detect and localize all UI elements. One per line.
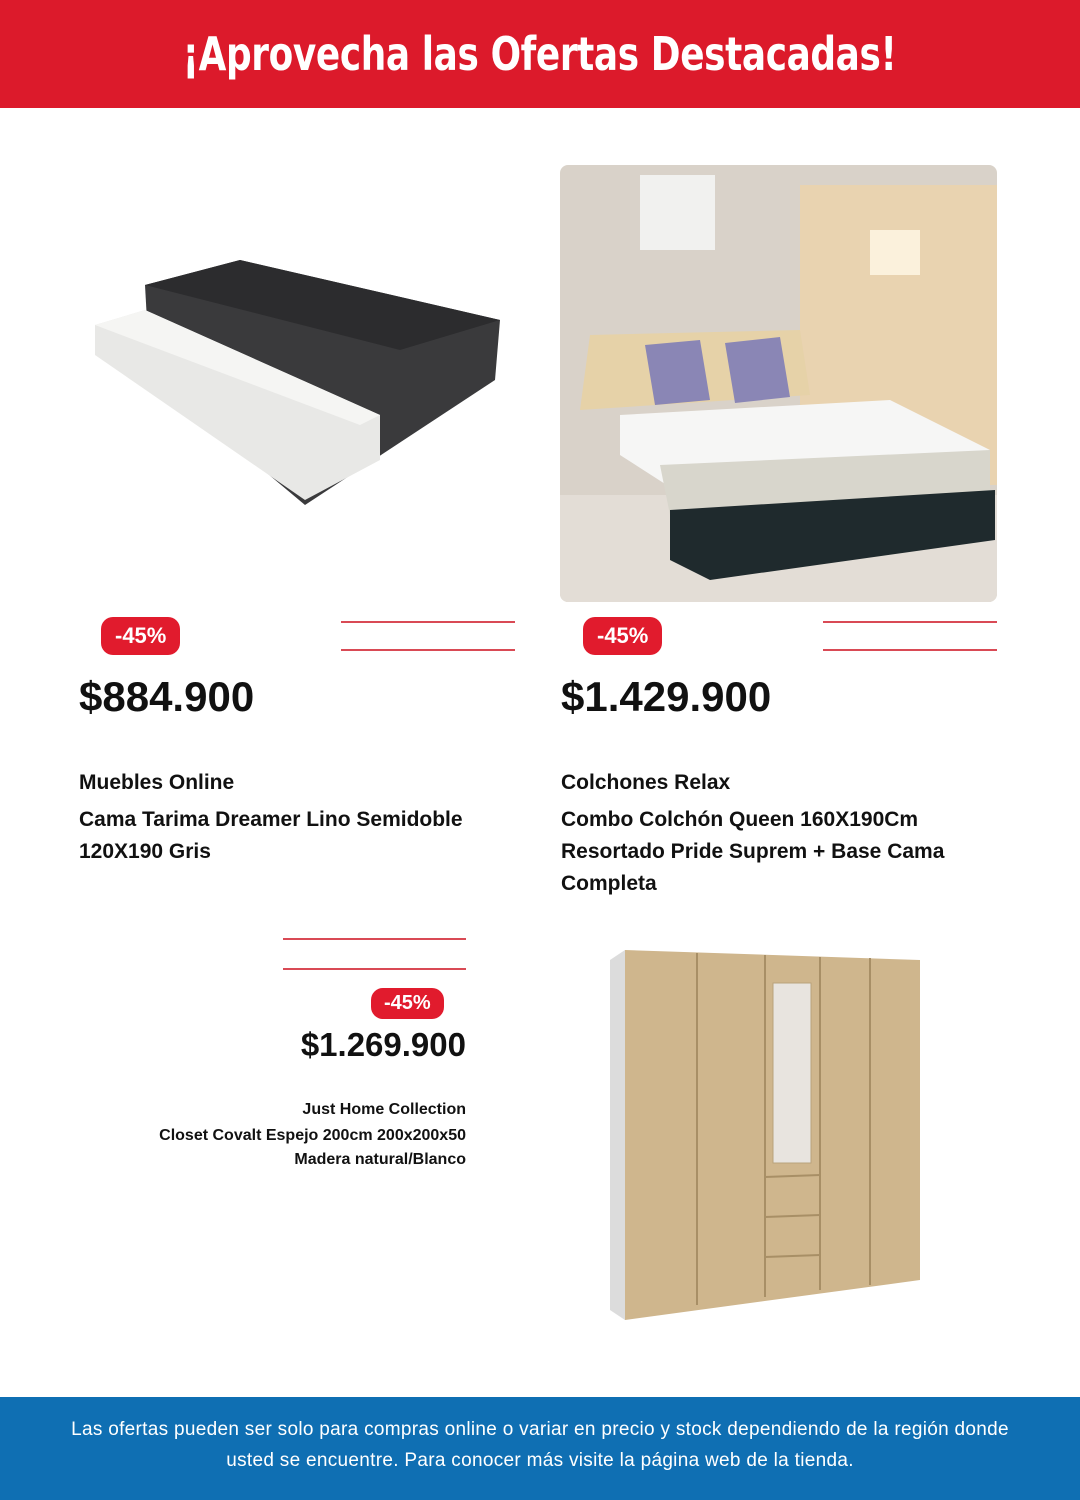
price: $884.900 <box>79 673 255 720</box>
trundle-bed-image[interactable] <box>90 255 505 515</box>
page-title: ¡Aprovecha las Ofertas Destacadas! <box>183 27 897 81</box>
price: $1.429.900 <box>561 673 772 720</box>
old-price-line <box>283 968 466 970</box>
old-price-line <box>823 649 997 651</box>
brand: Colchones Relax <box>561 771 731 794</box>
brand: Muebles Online <box>79 771 235 794</box>
old-price-line <box>341 621 515 623</box>
discount-badge: -45% <box>101 617 180 655</box>
brand: Just Home Collection <box>302 1101 466 1118</box>
product-name[interactable]: Combo Colchón Queen 160X190Cm Resortado Pride Suprem + Base Cama Completa <box>561 808 945 895</box>
product-name[interactable]: Cama Tarima Dreamer Lino Semidoble 120X190 Gris <box>79 808 463 863</box>
disclaimer-footer <box>0 1397 1080 1500</box>
product-name[interactable]: Closet Covalt Espejo 200cm 200x200x50 Madera natural/Blanco <box>159 1127 466 1168</box>
old-price-line <box>283 938 466 940</box>
promo-header <box>0 0 1080 108</box>
discount-badge: -45% <box>371 988 444 1019</box>
old-price-line <box>341 649 515 651</box>
mattress-combo-image[interactable] <box>560 165 997 602</box>
discount-badge: -45% <box>583 617 662 655</box>
price: $1.269.900 <box>300 1026 466 1063</box>
disclaimer-text: Las ofertas pueden ser solo para compras online o variar en precio y stock dependiendo de la región donde usted se encuentre. Para conocer más visite la página web de la tienda. <box>71 1419 1009 1471</box>
old-price-line <box>823 621 997 623</box>
closet-image[interactable] <box>605 945 925 1330</box>
